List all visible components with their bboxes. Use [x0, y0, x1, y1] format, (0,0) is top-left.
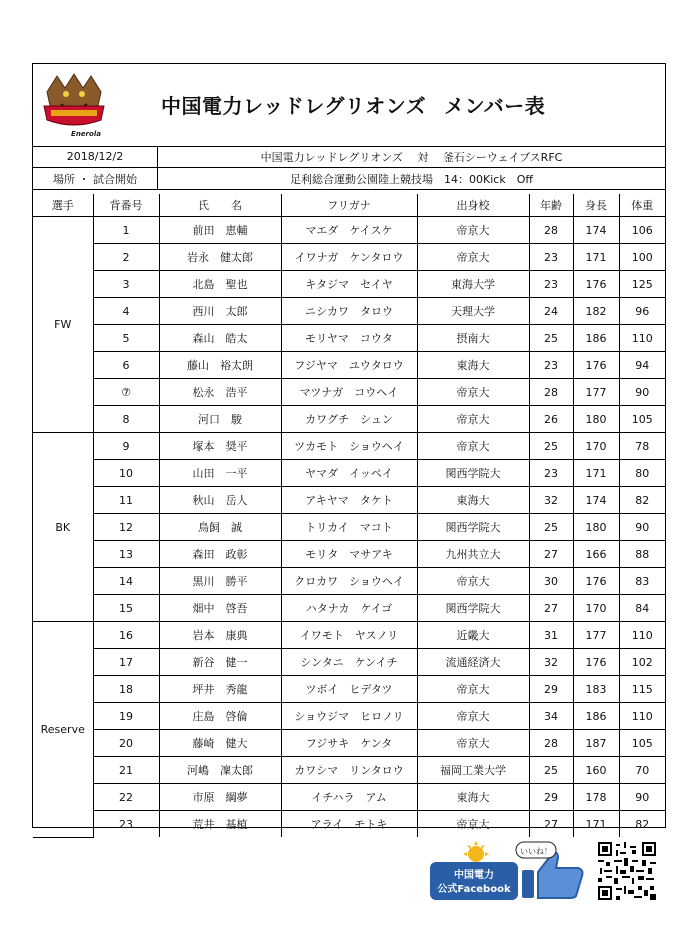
- fb-line2: 公式Facebook: [437, 884, 511, 895]
- col-kana: カワシマ リンタロウ: [281, 757, 417, 784]
- col-weight: 82: [619, 487, 665, 514]
- col-kana: ショウジマ ヒロノリ: [281, 703, 417, 730]
- col-weight: 125: [619, 271, 665, 298]
- member-sheet: [32, 63, 666, 831]
- table-row: [33, 217, 665, 244]
- col-name: 新谷 健一: [159, 649, 281, 676]
- table-row: [33, 730, 665, 757]
- col-school-header: 出身校: [417, 194, 529, 217]
- col-name: 森山 皓太: [159, 325, 281, 352]
- col-height-header: 身長: [573, 194, 619, 217]
- col-kana-header: フリガナ: [281, 194, 417, 217]
- col-name: 藤崎 健大: [159, 730, 281, 757]
- col-weight: 70: [619, 757, 665, 784]
- col-age-header: 年齢: [529, 194, 573, 217]
- col-age: 24: [529, 298, 573, 325]
- col-kana: モリヤマ コウタ: [281, 325, 417, 352]
- col-age: 29: [529, 676, 573, 703]
- col-name: 前田 恵輔: [159, 217, 281, 244]
- col-name: 鳥飼 誠: [159, 514, 281, 541]
- col-age: 25: [529, 757, 573, 784]
- col-school: 流通経済大: [417, 649, 529, 676]
- table-row: [33, 433, 665, 460]
- col-kana: トリカイ マコト: [281, 514, 417, 541]
- col-height: 180: [573, 514, 619, 541]
- col-name: 坪井 秀龍: [159, 676, 281, 703]
- col-age: 25: [529, 325, 573, 352]
- col-kana: ツボイ ヒデタツ: [281, 676, 417, 703]
- col-kana: クロカワ ショウヘイ: [281, 568, 417, 595]
- col-height: 187: [573, 730, 619, 757]
- col-school: 帝京大: [417, 811, 529, 838]
- col-school: 摂南大: [417, 325, 529, 352]
- col-name: 山田 一平: [159, 460, 281, 487]
- col-age: 27: [529, 541, 573, 568]
- col-school: 東海大: [417, 352, 529, 379]
- match-info: [33, 146, 665, 190]
- col-school: 帝京大: [417, 244, 529, 271]
- col-kana: マツナガ コウヘイ: [281, 379, 417, 406]
- col-school: 近畿大: [417, 622, 529, 649]
- col-name: 黒川 勝平: [159, 568, 281, 595]
- logo-wordmark: Enerola: [71, 130, 101, 138]
- table-row: [33, 784, 665, 811]
- col-number: 17: [93, 649, 159, 676]
- col-height: 166: [573, 541, 619, 568]
- col-weight: 90: [619, 514, 665, 541]
- col-weight: 102: [619, 649, 665, 676]
- home-team: 中国電力レッドレグリオンズ: [260, 150, 403, 164]
- col-age: 25: [529, 433, 573, 460]
- col-school: 関西学院大: [417, 595, 529, 622]
- col-number: 12: [93, 514, 159, 541]
- facebook-banner-icon: [430, 840, 588, 902]
- col-kana: カワグチ シュン: [281, 406, 417, 433]
- col-number: 21: [93, 757, 159, 784]
- col-school: 帝京大: [417, 703, 529, 730]
- col-name: 森田 政彰: [159, 541, 281, 568]
- col-name: 北島 聖也: [159, 271, 281, 298]
- venue-label: 場所 ・ 試合開始: [33, 168, 158, 190]
- table-row: [33, 811, 665, 838]
- col-name: 岩永 健太郎: [159, 244, 281, 271]
- col-number: 10: [93, 460, 159, 487]
- col-kana: イワナガ ケンタロウ: [281, 244, 417, 271]
- col-number: 8: [93, 406, 159, 433]
- col-height: 171: [573, 811, 619, 838]
- venue-row: [33, 168, 665, 190]
- col-school: 帝京大: [417, 433, 529, 460]
- col-kana: ハタナカ ケイゴ: [281, 595, 417, 622]
- col-weight: 115: [619, 676, 665, 703]
- col-kana: ニシカワ タロウ: [281, 298, 417, 325]
- table-row: [33, 541, 665, 568]
- col-age: 34: [529, 703, 573, 730]
- col-height: 178: [573, 784, 619, 811]
- col-kana: イワモト ヤスノリ: [281, 622, 417, 649]
- col-weight: 88: [619, 541, 665, 568]
- col-weight-header: 体重: [619, 194, 665, 217]
- match-teams: [158, 146, 666, 168]
- col-weight: 110: [619, 622, 665, 649]
- col-name: 塚本 奨平: [159, 433, 281, 460]
- col-height: 183: [573, 676, 619, 703]
- col-weight: 105: [619, 406, 665, 433]
- col-weight: 78: [619, 433, 665, 460]
- col-weight: 83: [619, 568, 665, 595]
- col-height: 171: [573, 460, 619, 487]
- position-group: FW: [33, 217, 93, 433]
- col-name: 藤山 裕太朗: [159, 352, 281, 379]
- roster-table: [33, 194, 665, 838]
- col-school: 東海大: [417, 487, 529, 514]
- col-name: 河嶋 凜太郎: [159, 757, 281, 784]
- col-kana: イチハラ アム: [281, 784, 417, 811]
- col-number: 11: [93, 487, 159, 514]
- col-kana: フジサキ ケンタ: [281, 730, 417, 757]
- col-age: 23: [529, 352, 573, 379]
- header: [33, 64, 665, 147]
- table-row: [33, 595, 665, 622]
- col-weight: 106: [619, 217, 665, 244]
- col-height: 186: [573, 325, 619, 352]
- col-number-header: 背番号: [93, 194, 159, 217]
- col-number: 5: [93, 325, 159, 352]
- title-member-list: メンバー表: [444, 94, 546, 118]
- col-name: 庄島 啓倫: [159, 703, 281, 730]
- col-school: 帝京大: [417, 406, 529, 433]
- col-kana: ヤマダ イッペイ: [281, 460, 417, 487]
- col-name: 岩本 康典: [159, 622, 281, 649]
- col-number: 4: [93, 298, 159, 325]
- col-age: 28: [529, 379, 573, 406]
- match-row: [33, 146, 665, 168]
- col-height: 171: [573, 244, 619, 271]
- table-row: [33, 757, 665, 784]
- col-number: 1: [93, 217, 159, 244]
- col-age: 29: [529, 784, 573, 811]
- col-name: 秋山 岳人: [159, 487, 281, 514]
- col-kana: キタジマ セイヤ: [281, 271, 417, 298]
- col-age: 26: [529, 406, 573, 433]
- col-school: 東海大学: [417, 271, 529, 298]
- col-weight: 94: [619, 352, 665, 379]
- col-name: 畑中 啓吾: [159, 595, 281, 622]
- col-weight: 84: [619, 595, 665, 622]
- table-row: [33, 325, 665, 352]
- col-school: 九州共立大: [417, 541, 529, 568]
- versus: 対: [417, 150, 429, 164]
- col-height: 176: [573, 352, 619, 379]
- col-number: 22: [93, 784, 159, 811]
- col-kana: アライ モトキ: [281, 811, 417, 838]
- col-school: 帝京大: [417, 217, 529, 244]
- team-logo-icon: [39, 70, 109, 140]
- col-school: 帝京大: [417, 379, 529, 406]
- col-height: 180: [573, 406, 619, 433]
- col-school: 帝京大: [417, 568, 529, 595]
- match-date: 2018/12/2: [33, 146, 158, 168]
- col-name: 市原 綱夢: [159, 784, 281, 811]
- col-number: 3: [93, 271, 159, 298]
- col-weight: 82: [619, 811, 665, 838]
- col-number: 20: [93, 730, 159, 757]
- col-number: 14: [93, 568, 159, 595]
- col-age: 28: [529, 730, 573, 757]
- col-weight: 90: [619, 379, 665, 406]
- col-number: 2: [93, 244, 159, 271]
- roster-header: [33, 194, 665, 217]
- col-number: 23: [93, 811, 159, 838]
- fb-like-badge: いいね！: [520, 847, 552, 856]
- page-title: [161, 90, 545, 119]
- col-height: 174: [573, 487, 619, 514]
- table-row: [33, 622, 665, 649]
- table-row: [33, 676, 665, 703]
- col-number: 13: [93, 541, 159, 568]
- table-row: [33, 244, 665, 271]
- away-team: 釜石シーウェイブスRFC: [442, 150, 563, 164]
- table-row: [33, 271, 665, 298]
- col-age: 27: [529, 811, 573, 838]
- col-height: 186: [573, 703, 619, 730]
- col-school: 関西学院大: [417, 514, 529, 541]
- col-weight: 96: [619, 298, 665, 325]
- col-age: 23: [529, 460, 573, 487]
- col-number: 9: [93, 433, 159, 460]
- col-weight: 80: [619, 460, 665, 487]
- table-row: [33, 352, 665, 379]
- col-kana: アキヤマ タケト: [281, 487, 417, 514]
- table-row: [33, 460, 665, 487]
- col-age: 31: [529, 622, 573, 649]
- col-number: 16: [93, 622, 159, 649]
- col-school: 東海大: [417, 784, 529, 811]
- col-height: 170: [573, 595, 619, 622]
- col-school: 天理大学: [417, 298, 529, 325]
- col-kana: モリタ マサアキ: [281, 541, 417, 568]
- col-number: 6: [93, 352, 159, 379]
- col-name: 河口 駿: [159, 406, 281, 433]
- col-school: 帝京大: [417, 676, 529, 703]
- position-group: BK: [33, 433, 93, 622]
- col-age: 28: [529, 217, 573, 244]
- col-name-header: 氏 名: [159, 194, 281, 217]
- qr-code-icon: [598, 842, 656, 900]
- table-row: [33, 406, 665, 433]
- col-number: 18: [93, 676, 159, 703]
- col-weight: 110: [619, 703, 665, 730]
- col-height: 160: [573, 757, 619, 784]
- col-name: 西川 太郎: [159, 298, 281, 325]
- col-height: 182: [573, 298, 619, 325]
- table-row: [33, 487, 665, 514]
- col-height: 177: [573, 379, 619, 406]
- table-row: [33, 703, 665, 730]
- table-row: [33, 379, 665, 406]
- position-group: Reserve: [33, 622, 93, 838]
- col-school: 福岡工業大学: [417, 757, 529, 784]
- col-kana: マエダ ケイスケ: [281, 217, 417, 244]
- col-number: 19: [93, 703, 159, 730]
- table-row: [33, 514, 665, 541]
- col-height: 176: [573, 568, 619, 595]
- table-row: [33, 298, 665, 325]
- col-name: 松永 浩平: [159, 379, 281, 406]
- col-school: 帝京大: [417, 730, 529, 757]
- col-age: 32: [529, 649, 573, 676]
- table-row: [33, 568, 665, 595]
- col-number: 15: [93, 595, 159, 622]
- col-height: 177: [573, 622, 619, 649]
- col-number: ⑦: [93, 379, 159, 406]
- col-height: 176: [573, 271, 619, 298]
- col-age: 32: [529, 487, 573, 514]
- col-weight: 105: [619, 730, 665, 757]
- col-height: 176: [573, 649, 619, 676]
- venue: 足利総合運動公園陸上競技場 14：00Kick Off: [158, 168, 666, 190]
- col-height: 170: [573, 433, 619, 460]
- col-weight: 110: [619, 325, 665, 352]
- col-weight: 100: [619, 244, 665, 271]
- col-kana: ツカモト ショウヘイ: [281, 433, 417, 460]
- table-row: [33, 649, 665, 676]
- col-school: 関西学院大: [417, 460, 529, 487]
- col-age: 25: [529, 514, 573, 541]
- col-kana: シンタニ ケンイチ: [281, 649, 417, 676]
- col-kana: フジヤマ ユウタロウ: [281, 352, 417, 379]
- col-height: 174: [573, 217, 619, 244]
- col-age: 23: [529, 244, 573, 271]
- col-age: 23: [529, 271, 573, 298]
- title-team: 中国電力レッドレグリオンズ: [161, 94, 427, 118]
- col-age: 27: [529, 595, 573, 622]
- col-weight: 90: [619, 784, 665, 811]
- col-age: 30: [529, 568, 573, 595]
- col-name: 荒井 基植: [159, 811, 281, 838]
- fb-line1: 中国電力: [454, 870, 494, 881]
- col-position-header: 選手: [33, 194, 93, 217]
